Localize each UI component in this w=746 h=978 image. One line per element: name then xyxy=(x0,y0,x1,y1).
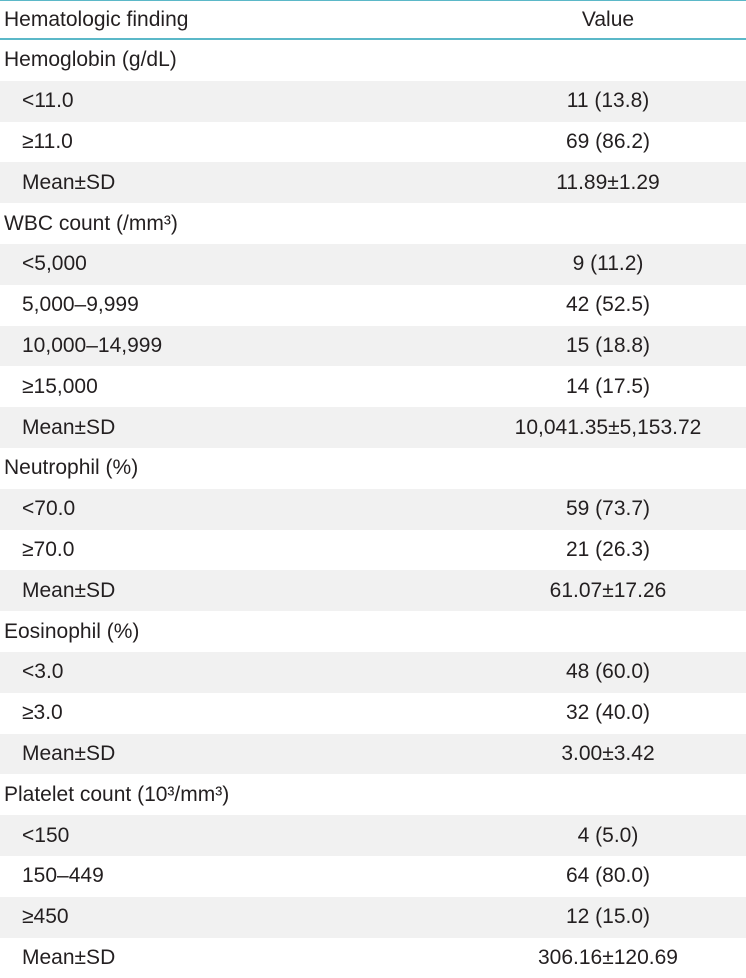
table-row xyxy=(0,570,746,611)
row-value: 64 (80.0) xyxy=(565,864,651,888)
row-label: <11.0 xyxy=(22,89,74,113)
group-label: WBC count (/mm³) xyxy=(4,211,178,235)
row-value: 11.89±1.29 xyxy=(556,170,660,194)
row-value: 42 (52.5) xyxy=(565,293,651,317)
header-hematologic-finding: Hematologic finding xyxy=(4,7,189,31)
row-label: Mean±SD xyxy=(22,945,116,969)
row-label: Mean±SD xyxy=(22,170,116,194)
table-row xyxy=(0,162,746,203)
row-label: Mean±SD xyxy=(22,578,116,602)
row-value: 11 (13.8) xyxy=(566,89,650,113)
table-row xyxy=(0,326,746,367)
group-label: Neutrophil (%) xyxy=(4,456,139,480)
row-value: 69 (86.2) xyxy=(565,129,651,153)
row-value: 61.07±17.26 xyxy=(549,578,667,602)
table-body xyxy=(0,40,746,978)
row-value: 9 (11.2) xyxy=(572,252,644,276)
table-row xyxy=(0,693,746,734)
table-group-row xyxy=(0,40,746,81)
table-row xyxy=(0,815,746,856)
row-value: 14 (17.5) xyxy=(565,374,651,398)
row-value: 4 (5.0) xyxy=(577,823,639,847)
table-row xyxy=(0,856,746,897)
table-row xyxy=(0,81,746,122)
row-label: ≥3.0 xyxy=(22,701,63,725)
row-label: ≥15,000 xyxy=(22,374,98,398)
table-row xyxy=(0,734,746,775)
row-value: 32 (40.0) xyxy=(565,701,651,725)
row-label: Mean±SD xyxy=(22,415,116,439)
table-row xyxy=(0,244,746,285)
row-value: 3.00±3.42 xyxy=(561,741,655,765)
table-header xyxy=(0,0,746,40)
row-value: 15 (18.8) xyxy=(565,333,651,357)
table-row xyxy=(0,489,746,530)
row-label: ≥450 xyxy=(22,905,69,929)
row-label: 150–449 xyxy=(22,864,104,888)
row-label: Mean±SD xyxy=(22,741,116,765)
row-value: 21 (26.3) xyxy=(565,537,651,561)
row-value: 10,041.35±5,153.72 xyxy=(514,415,702,439)
group-label: Hemoglobin (g/dL) xyxy=(4,48,177,72)
row-label: <3.0 xyxy=(22,660,64,684)
row-value: 48 (60.0) xyxy=(565,660,651,684)
table-row xyxy=(0,366,746,407)
header-value: Value xyxy=(581,7,635,31)
row-label: 10,000–14,999 xyxy=(22,333,163,357)
row-value: 59 (73.7) xyxy=(565,497,651,521)
group-label: Eosinophil (%) xyxy=(4,619,140,643)
table-row xyxy=(0,122,746,163)
table-row xyxy=(0,938,746,978)
table-row xyxy=(0,407,746,448)
table-row xyxy=(0,285,746,326)
row-label: 5,000–9,999 xyxy=(22,293,139,317)
row-label: <5,000 xyxy=(22,252,87,276)
row-label: <70.0 xyxy=(22,497,76,521)
table-group-row xyxy=(0,448,746,489)
table-group-row xyxy=(0,774,746,815)
table-row xyxy=(0,897,746,938)
table-row xyxy=(0,530,746,571)
table-group-row xyxy=(0,611,746,652)
row-value: 12 (15.0) xyxy=(565,905,651,929)
row-label: <150 xyxy=(22,823,70,847)
row-label: ≥70.0 xyxy=(22,537,75,561)
row-label: ≥11.0 xyxy=(22,129,73,153)
table-group-row xyxy=(0,203,746,244)
group-label: Platelet count (10³/mm³) xyxy=(4,782,230,806)
row-value: 306.16±120.69 xyxy=(538,945,678,969)
table-row xyxy=(0,652,746,693)
